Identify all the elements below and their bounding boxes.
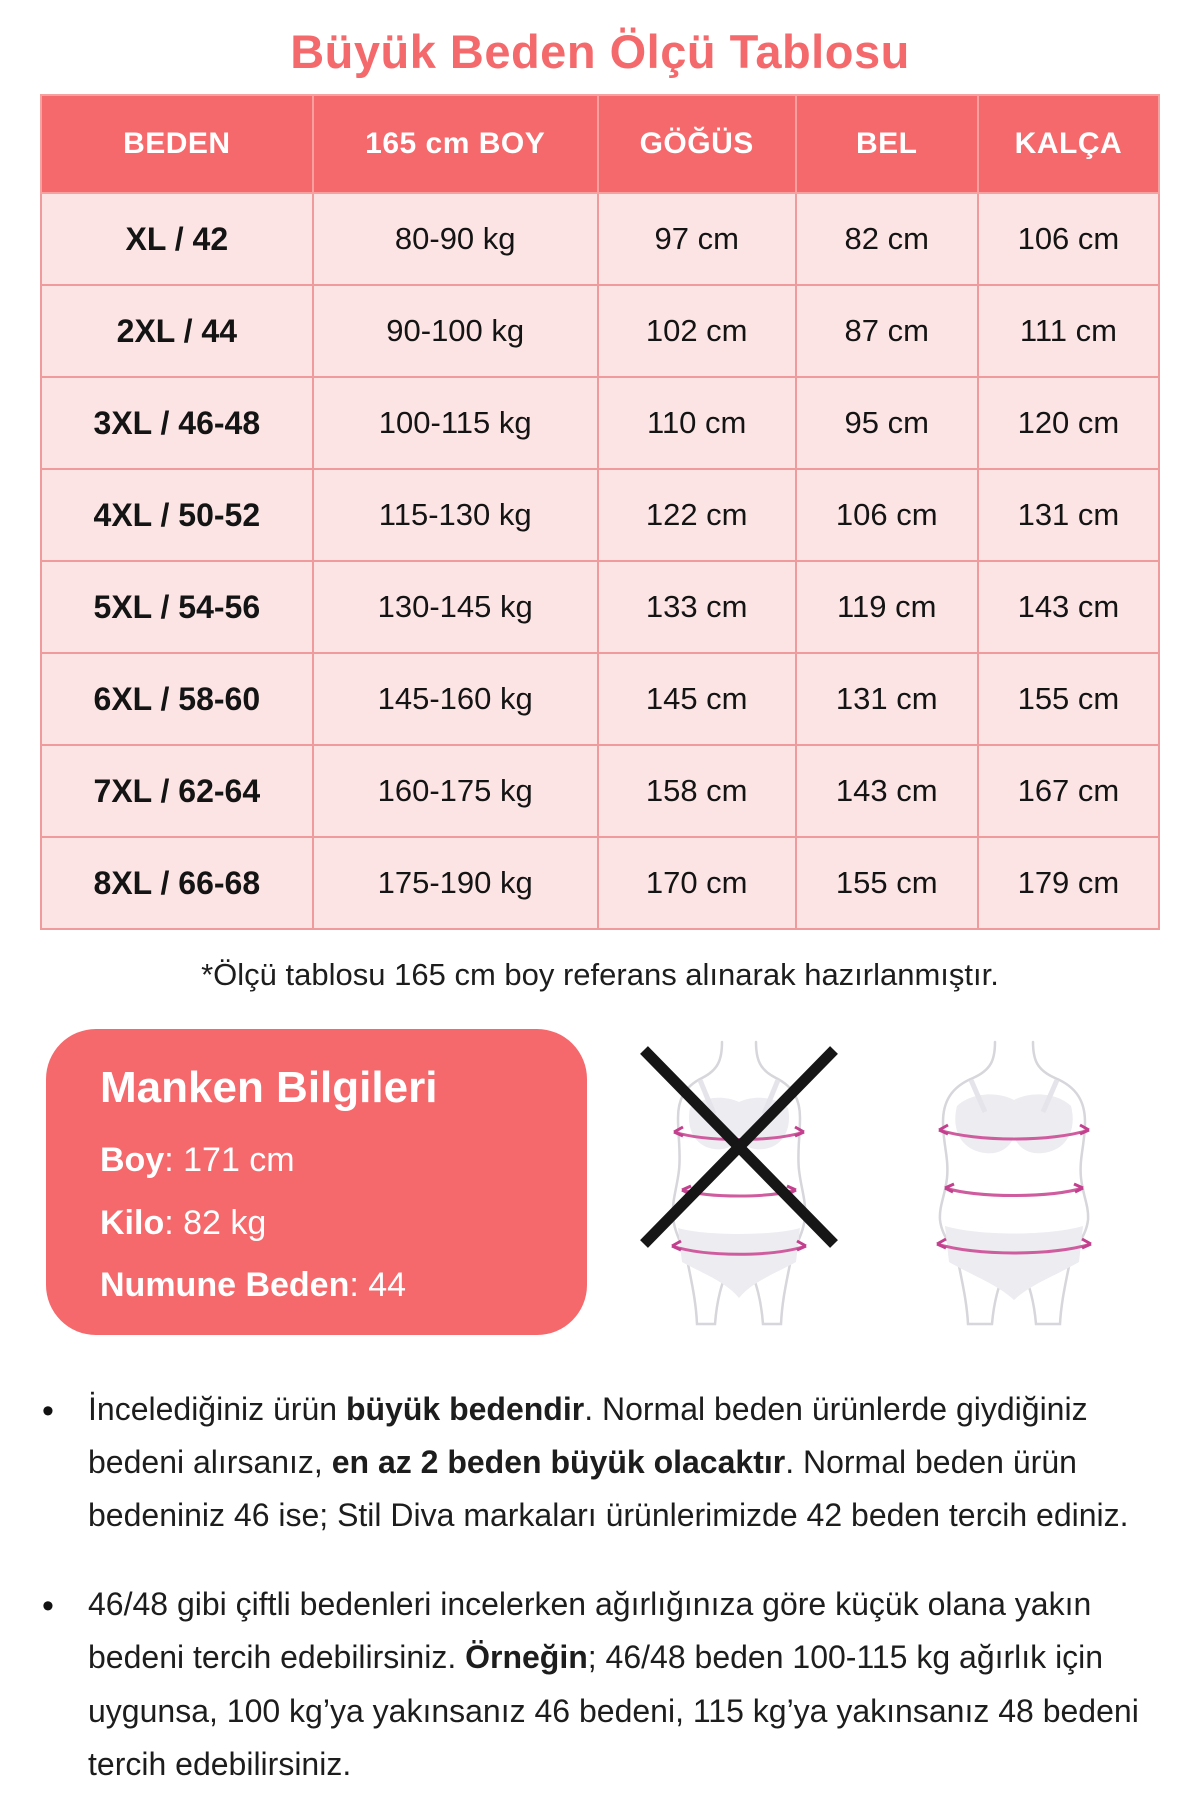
table-row bbox=[41, 745, 1159, 837]
column-header: KALÇA bbox=[978, 95, 1159, 193]
measure-cell: 115-130 kg bbox=[313, 469, 598, 561]
table-row bbox=[41, 469, 1159, 561]
size-cell: XL / 42 bbox=[41, 193, 313, 285]
column-header: GÖĞÜS bbox=[598, 95, 796, 193]
measure-cell: 130-145 kg bbox=[313, 561, 598, 653]
size-table-header-row bbox=[41, 95, 1159, 193]
model-info-list bbox=[100, 1137, 557, 1310]
bullet-dot-icon: • bbox=[42, 1587, 54, 1626]
measure-cell: 100-115 kg bbox=[313, 377, 598, 469]
size-table-body bbox=[41, 193, 1159, 929]
measure-cell: 102 cm bbox=[598, 285, 796, 377]
size-cell: 6XL / 58-60 bbox=[41, 653, 313, 745]
measure-cell: 122 cm bbox=[598, 469, 796, 561]
table-footnote: *Ölçü tablosu 165 cm boy referans alınarak hazırlanmıştır. bbox=[201, 957, 999, 992]
table-row bbox=[41, 561, 1159, 653]
measure-cell: 133 cm bbox=[598, 561, 796, 653]
measure-cell: 179 cm bbox=[978, 837, 1159, 929]
model-info-line: Numune Beden: 44 bbox=[100, 1266, 407, 1305]
measure-cell: 106 cm bbox=[796, 469, 978, 561]
measurement-figures bbox=[587, 1029, 1160, 1335]
model-info-line: Kilo: 82 kg bbox=[100, 1203, 267, 1242]
table-row bbox=[41, 653, 1159, 745]
table-row bbox=[41, 285, 1159, 377]
measure-cell: 131 cm bbox=[978, 469, 1159, 561]
measure-cell: 145-160 kg bbox=[313, 653, 598, 745]
measure-cell: 143 cm bbox=[978, 561, 1159, 653]
note-item bbox=[42, 1578, 1160, 1790]
measure-cell: 143 cm bbox=[796, 745, 978, 837]
measure-cell: 82 cm bbox=[796, 193, 978, 285]
measure-cell: 80-90 kg bbox=[313, 193, 598, 285]
slim-figure-crossed-icon bbox=[634, 1032, 844, 1332]
measure-cell: 95 cm bbox=[796, 377, 978, 469]
size-table bbox=[40, 94, 1160, 930]
table-row bbox=[41, 837, 1159, 929]
measure-cell: 170 cm bbox=[598, 837, 796, 929]
page-title: Büyük Beden Ölçü Tablosu bbox=[290, 25, 910, 78]
size-cell: 2XL / 44 bbox=[41, 285, 313, 377]
measure-cell: 97 cm bbox=[598, 193, 796, 285]
table-row bbox=[41, 377, 1159, 469]
notes-list bbox=[42, 1383, 1160, 1791]
measure-cell: 145 cm bbox=[598, 653, 796, 745]
size-cell: 5XL / 54-56 bbox=[41, 561, 313, 653]
model-info-section bbox=[46, 1029, 1160, 1335]
measure-cell: 111 cm bbox=[978, 285, 1159, 377]
measure-cell: 131 cm bbox=[796, 653, 978, 745]
measure-cell: 106 cm bbox=[978, 193, 1159, 285]
measure-cell: 155 cm bbox=[978, 653, 1159, 745]
measure-cell: 155 cm bbox=[796, 837, 978, 929]
measure-cell: 158 cm bbox=[598, 745, 796, 837]
measure-cell: 119 cm bbox=[796, 561, 978, 653]
model-info-card bbox=[46, 1029, 587, 1335]
column-header: BEDEN bbox=[41, 95, 313, 193]
column-header: BEL bbox=[796, 95, 978, 193]
measure-cell: 160-175 kg bbox=[313, 745, 598, 837]
size-cell: 8XL / 66-68 bbox=[41, 837, 313, 929]
plus-size-figure-icon bbox=[909, 1032, 1119, 1332]
note-item bbox=[42, 1383, 1160, 1542]
size-cell: 3XL / 46-48 bbox=[41, 377, 313, 469]
measure-cell: 120 cm bbox=[978, 377, 1159, 469]
measure-cell: 167 cm bbox=[978, 745, 1159, 837]
note-text: 46/48 gibi çiftli bedenleri incelerken ağırlığınıza göre küçük olana yakın bedeni tercih edebilirsiniz. Örneğin; 46/48 beden 100-115 kg ağırlık için uygunsa, 100 kg’ya yakınsanız 46 bedeni, 115 kg’ya yakınsanız 48 bedeni tercih edebilirsiniz. bbox=[88, 1586, 1139, 1782]
note-text: İncelediğiniz ürün büyük bedendir. Normal beden ürünlerde giydiğiniz bedeni alırsanız, en az 2 beden büyük olacaktır. Normal beden ürün bedeniniz 46 ise; Stil Diva markaları ürünlerimizde 42 beden tercih ediniz. bbox=[88, 1391, 1129, 1534]
model-info-line: Boy: 171 cm bbox=[100, 1141, 295, 1179]
measure-cell: 175-190 kg bbox=[313, 837, 598, 929]
measure-cell: 87 cm bbox=[796, 285, 978, 377]
model-info-title: Manken Bilgileri bbox=[100, 1063, 438, 1112]
size-cell: 4XL / 50-52 bbox=[41, 469, 313, 561]
measure-cell: 90-100 kg bbox=[313, 285, 598, 377]
bullet-dot-icon: • bbox=[42, 1392, 54, 1430]
size-cell: 7XL / 62-64 bbox=[41, 745, 313, 837]
column-header: 165 cm BOY bbox=[313, 95, 598, 193]
measure-cell: 110 cm bbox=[598, 377, 796, 469]
table-row bbox=[41, 193, 1159, 285]
